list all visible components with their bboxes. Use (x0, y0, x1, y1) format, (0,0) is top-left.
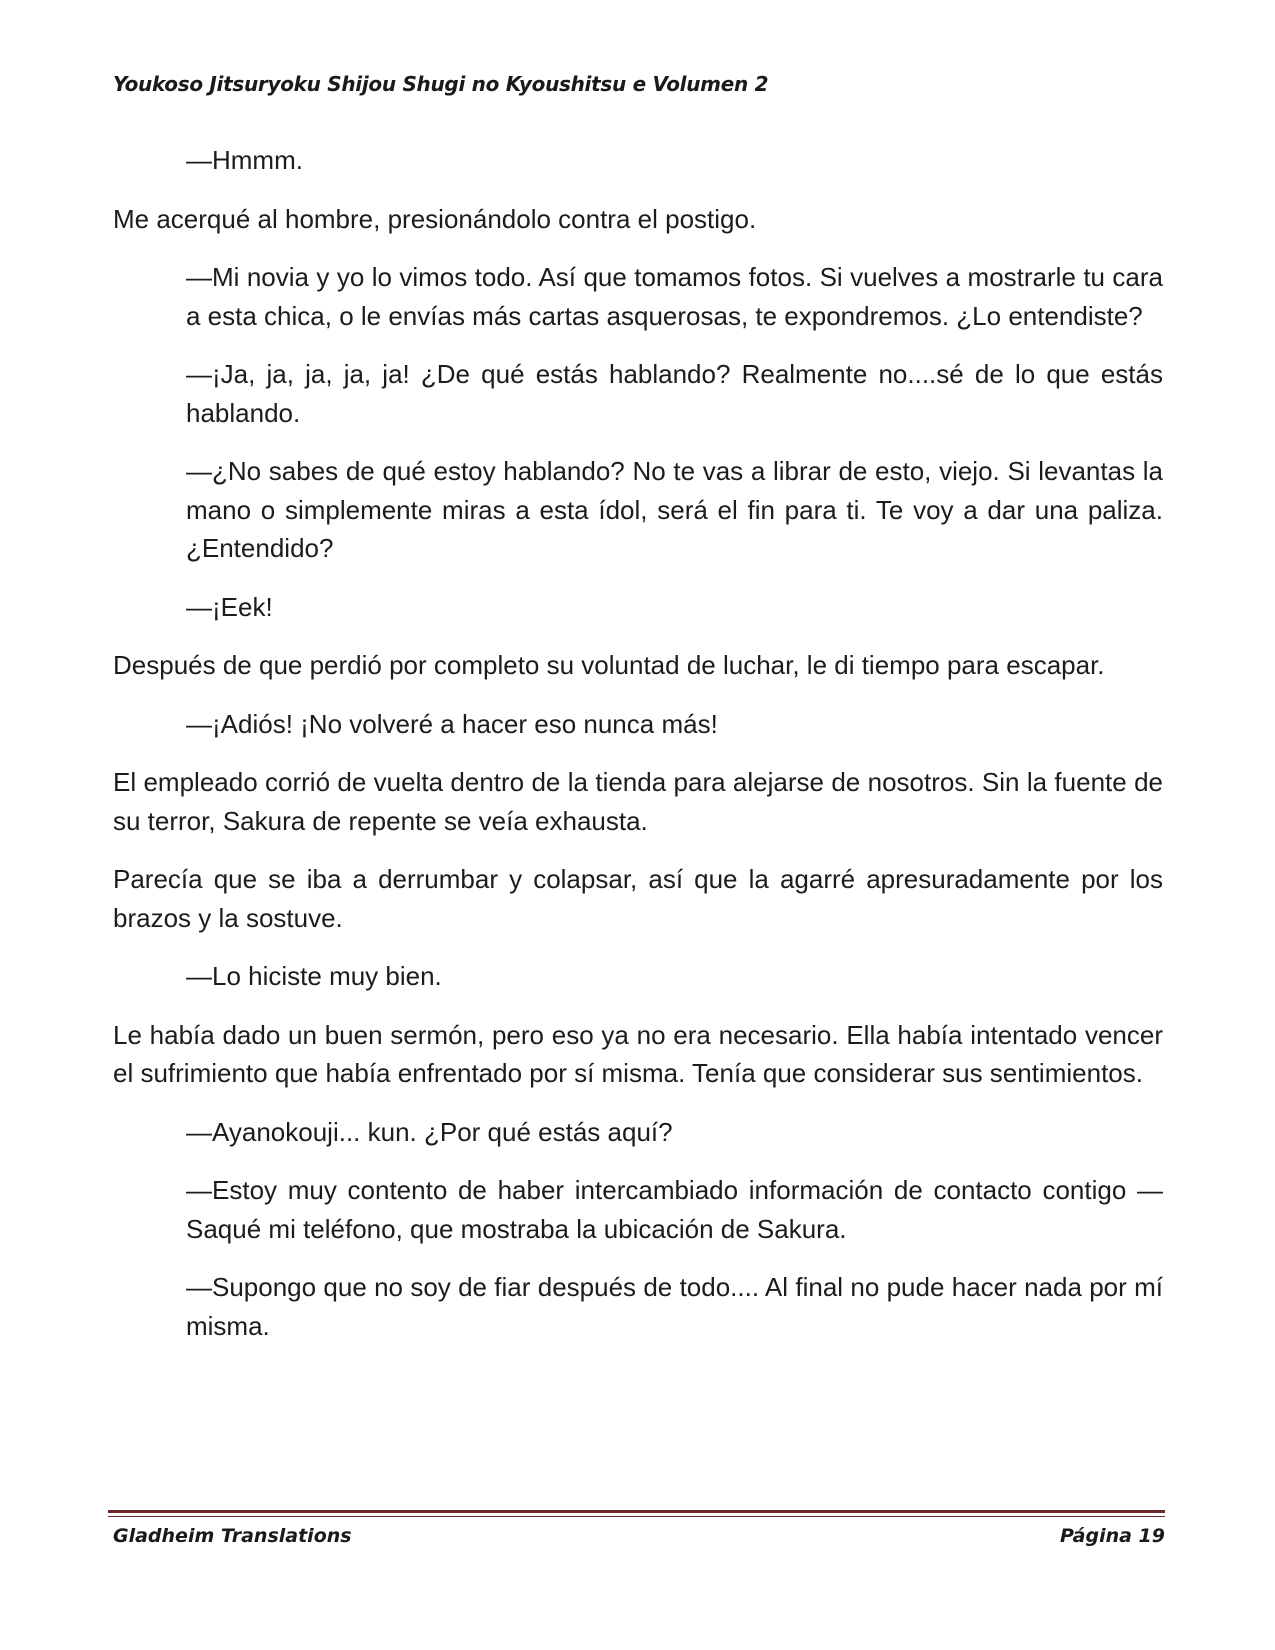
narration-paragraph: Le había dado un buen sermón, pero eso ya no era necesario. Ella había intentado vencer el sufrimiento que había enfrentado por sí misma. Tenía que considerar sus sentimientos. (113, 1019, 1163, 1088)
page-header-title: Youkoso Jitsuryoku Shijou Shugi no Kyoushitsu e Volumen 2 (113, 72, 769, 96)
dialogue-paragraph: —¿No sabes de qué estoy hablando? No te vas a librar de esto, viejo. Si levantas la mano o simplemente miras a esta ídol, será el fin para ti. Te voy a dar una paliza. ¿Entendido? (186, 456, 1163, 563)
dialogue-paragraph: —Lo hiciste muy bien. (186, 961, 442, 991)
dialogue-paragraph: —¡Ja, ja, ja, ja, ja! ¿De qué estás hablando? Realmente no....sé de lo que estás hablando. (186, 359, 1163, 428)
narration-paragraph: Después de que perdió por completo su voluntad de luchar, le di tiempo para escapar. (113, 650, 1105, 680)
page-body (113, 141, 1163, 1365)
dialogue-paragraph: —Estoy muy contento de haber intercambiado información de contacto contigo —Saqué mi teléfono, que mostraba la ubicación de Sakura. (186, 1175, 1163, 1244)
narration-paragraph: Me acerqué al hombre, presionándolo contra el postigo. (113, 203, 757, 234)
narration-paragraph: Parecía que se iba a derrumbar y colapsar, así que la agarré apresuradamente por los brazos y la sostuve. (113, 864, 1163, 933)
page-number: Página 19 (1059, 1525, 1165, 1547)
dialogue-paragraph: —Supongo que no soy de fiar después de todo.... Al final no pude hacer nada por mí misma. (186, 1272, 1163, 1341)
dialogue-paragraph: —Ayanokouji... kun. ¿Por qué estás aquí? (186, 1116, 673, 1147)
dialogue-paragraph: —¡Adiós! ¡No volveré a hacer eso nunca más! (186, 708, 718, 739)
narration-paragraph: El empleado corrió de vuelta dentro de la tienda para alejarse de nosotros. Sin la fuente de su terror, Sakura de repente se veía exhausta. (113, 767, 1163, 836)
dialogue-paragraph: —Mi novia y yo lo vimos todo. Así que tomamos fotos. Si vuelves a mostrarle tu cara a esta chica, o le envías más cartas asquerosas, te expondremos. ¿Lo entendiste? (186, 262, 1163, 331)
dialogue-paragraph: —Hmmm. (186, 145, 303, 175)
dialogue-paragraph: —¡Eek! (186, 591, 273, 622)
footer-publisher: Gladheim Translations (113, 1525, 352, 1547)
footer-divider (108, 1510, 1165, 1517)
